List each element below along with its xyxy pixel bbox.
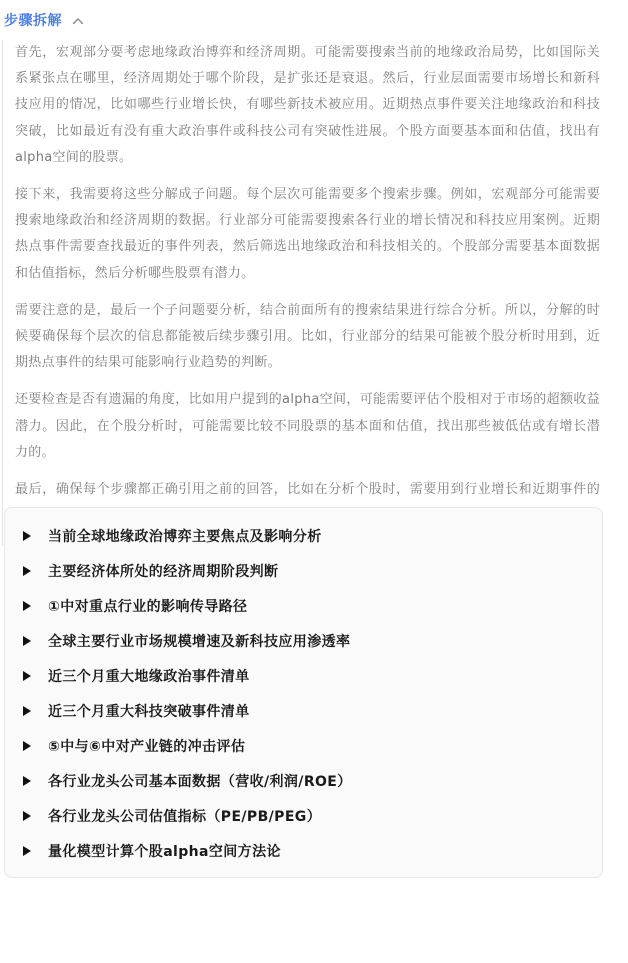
step-label: 各行业龙头公司估值指标（PE/PB/PEG）	[48, 808, 322, 825]
caret-right-icon	[23, 846, 31, 856]
reasoning-paragraph: 最后，确保每个步骤都正确引用之前的回答，比如在分析个股时，需要用到行业增长和近期事件的	[15, 482, 600, 498]
step-item[interactable]	[5, 623, 602, 658]
step-label: 近三个月重大地缘政治事件清单	[48, 668, 250, 685]
caret-right-icon	[23, 601, 31, 611]
step-item[interactable]	[5, 798, 602, 833]
step-item[interactable]	[5, 553, 602, 588]
chevron-up-icon[interactable]	[72, 15, 84, 27]
caret-right-icon	[23, 636, 31, 646]
caret-right-icon	[23, 741, 31, 751]
step-breakdown-toggle[interactable]	[0, 6, 84, 34]
caret-right-icon	[23, 811, 31, 821]
step-item[interactable]	[5, 833, 602, 868]
step-label: 量化模型计算个股alpha空间方法论	[48, 843, 281, 860]
step-label: ⑤中与⑥中对产业链的冲击评估	[48, 738, 246, 755]
reasoning-paragraph: 需要注意的是，最后一个子问题要分析，结合前面所有的搜索结果进行综合分析。所以，分解的时候要确保每个层次的信息都能被后续步骤引用。比如，行业部分的结果可能被个股分析时用到，近期热点事件的结果可能影响行业趋势的判断。	[15, 302, 600, 371]
caret-right-icon	[23, 776, 31, 786]
reasoning-block	[2, 40, 600, 546]
step-item[interactable]	[5, 763, 602, 798]
step-item[interactable]	[5, 658, 602, 693]
step-label: 各行业龙头公司基本面数据（营收/利润/ROE）	[48, 773, 352, 790]
step-item[interactable]	[5, 728, 602, 763]
step-label: ①中对重点行业的影响传导路径	[48, 598, 248, 615]
step-label: 当前全球地缘政治博弈主要焦点及影响分析	[48, 528, 322, 545]
caret-right-icon	[23, 531, 31, 541]
caret-right-icon	[23, 706, 31, 716]
step-item[interactable]	[5, 693, 602, 728]
steps-list	[4, 507, 603, 878]
step-label: 近三个月重大科技突破事件清单	[48, 703, 250, 720]
reasoning-paragraph: 接下来，我需要将这些分解成子问题。每个层次可能需要多个搜索步骤。例如，宏观部分可能需要搜索地缘政治和经济周期的数据。行业部分可能需要搜索各行业的增长情况和科技应用案例。近期热点事件需要查找最近的事件列表，然后筛选出地缘政治和科技相关的。个股部分需要基本面数据和估值指标，然后分析哪些股票有潜力。	[15, 187, 600, 281]
reasoning-paragraph: 还要检查是否有遗漏的角度，比如用户提到的alpha空间，可能需要评估个股相对于市场的超额收益潜力。因此，在个股分析时，可能需要比较不同股票的基本面和估值，找出那些被低估或有增长潜力的。	[15, 392, 600, 460]
step-label: 全球主要行业市场规模增速及新科技应用渗透率	[48, 633, 351, 650]
step-label: 主要经济体所处的经济周期阶段判断	[48, 563, 279, 580]
step-item[interactable]	[5, 588, 602, 623]
step-breakdown-title: 步骤拆解	[4, 13, 62, 29]
caret-right-icon	[23, 671, 31, 681]
step-item[interactable]	[5, 518, 602, 553]
reasoning-paragraph: 首先，宏观部分要考虑地缘政治博弈和经济周期。可能需要搜索当前的地缘政治局势，比如国际关系紧张点在哪里，经济周期处于哪个阶段，是扩张还是衰退。然后，行业层面需要市场增长和新科技应用的情况，比如哪些行业增长快，有哪些新技术被应用。近期热点事件要关注地缘政治和科技突破，比如最近有没有重大政治事件或科技公司有突破性进展。个股方面要基本面和估值，找出有alpha空间的股票。	[15, 45, 600, 165]
caret-right-icon	[23, 566, 31, 576]
